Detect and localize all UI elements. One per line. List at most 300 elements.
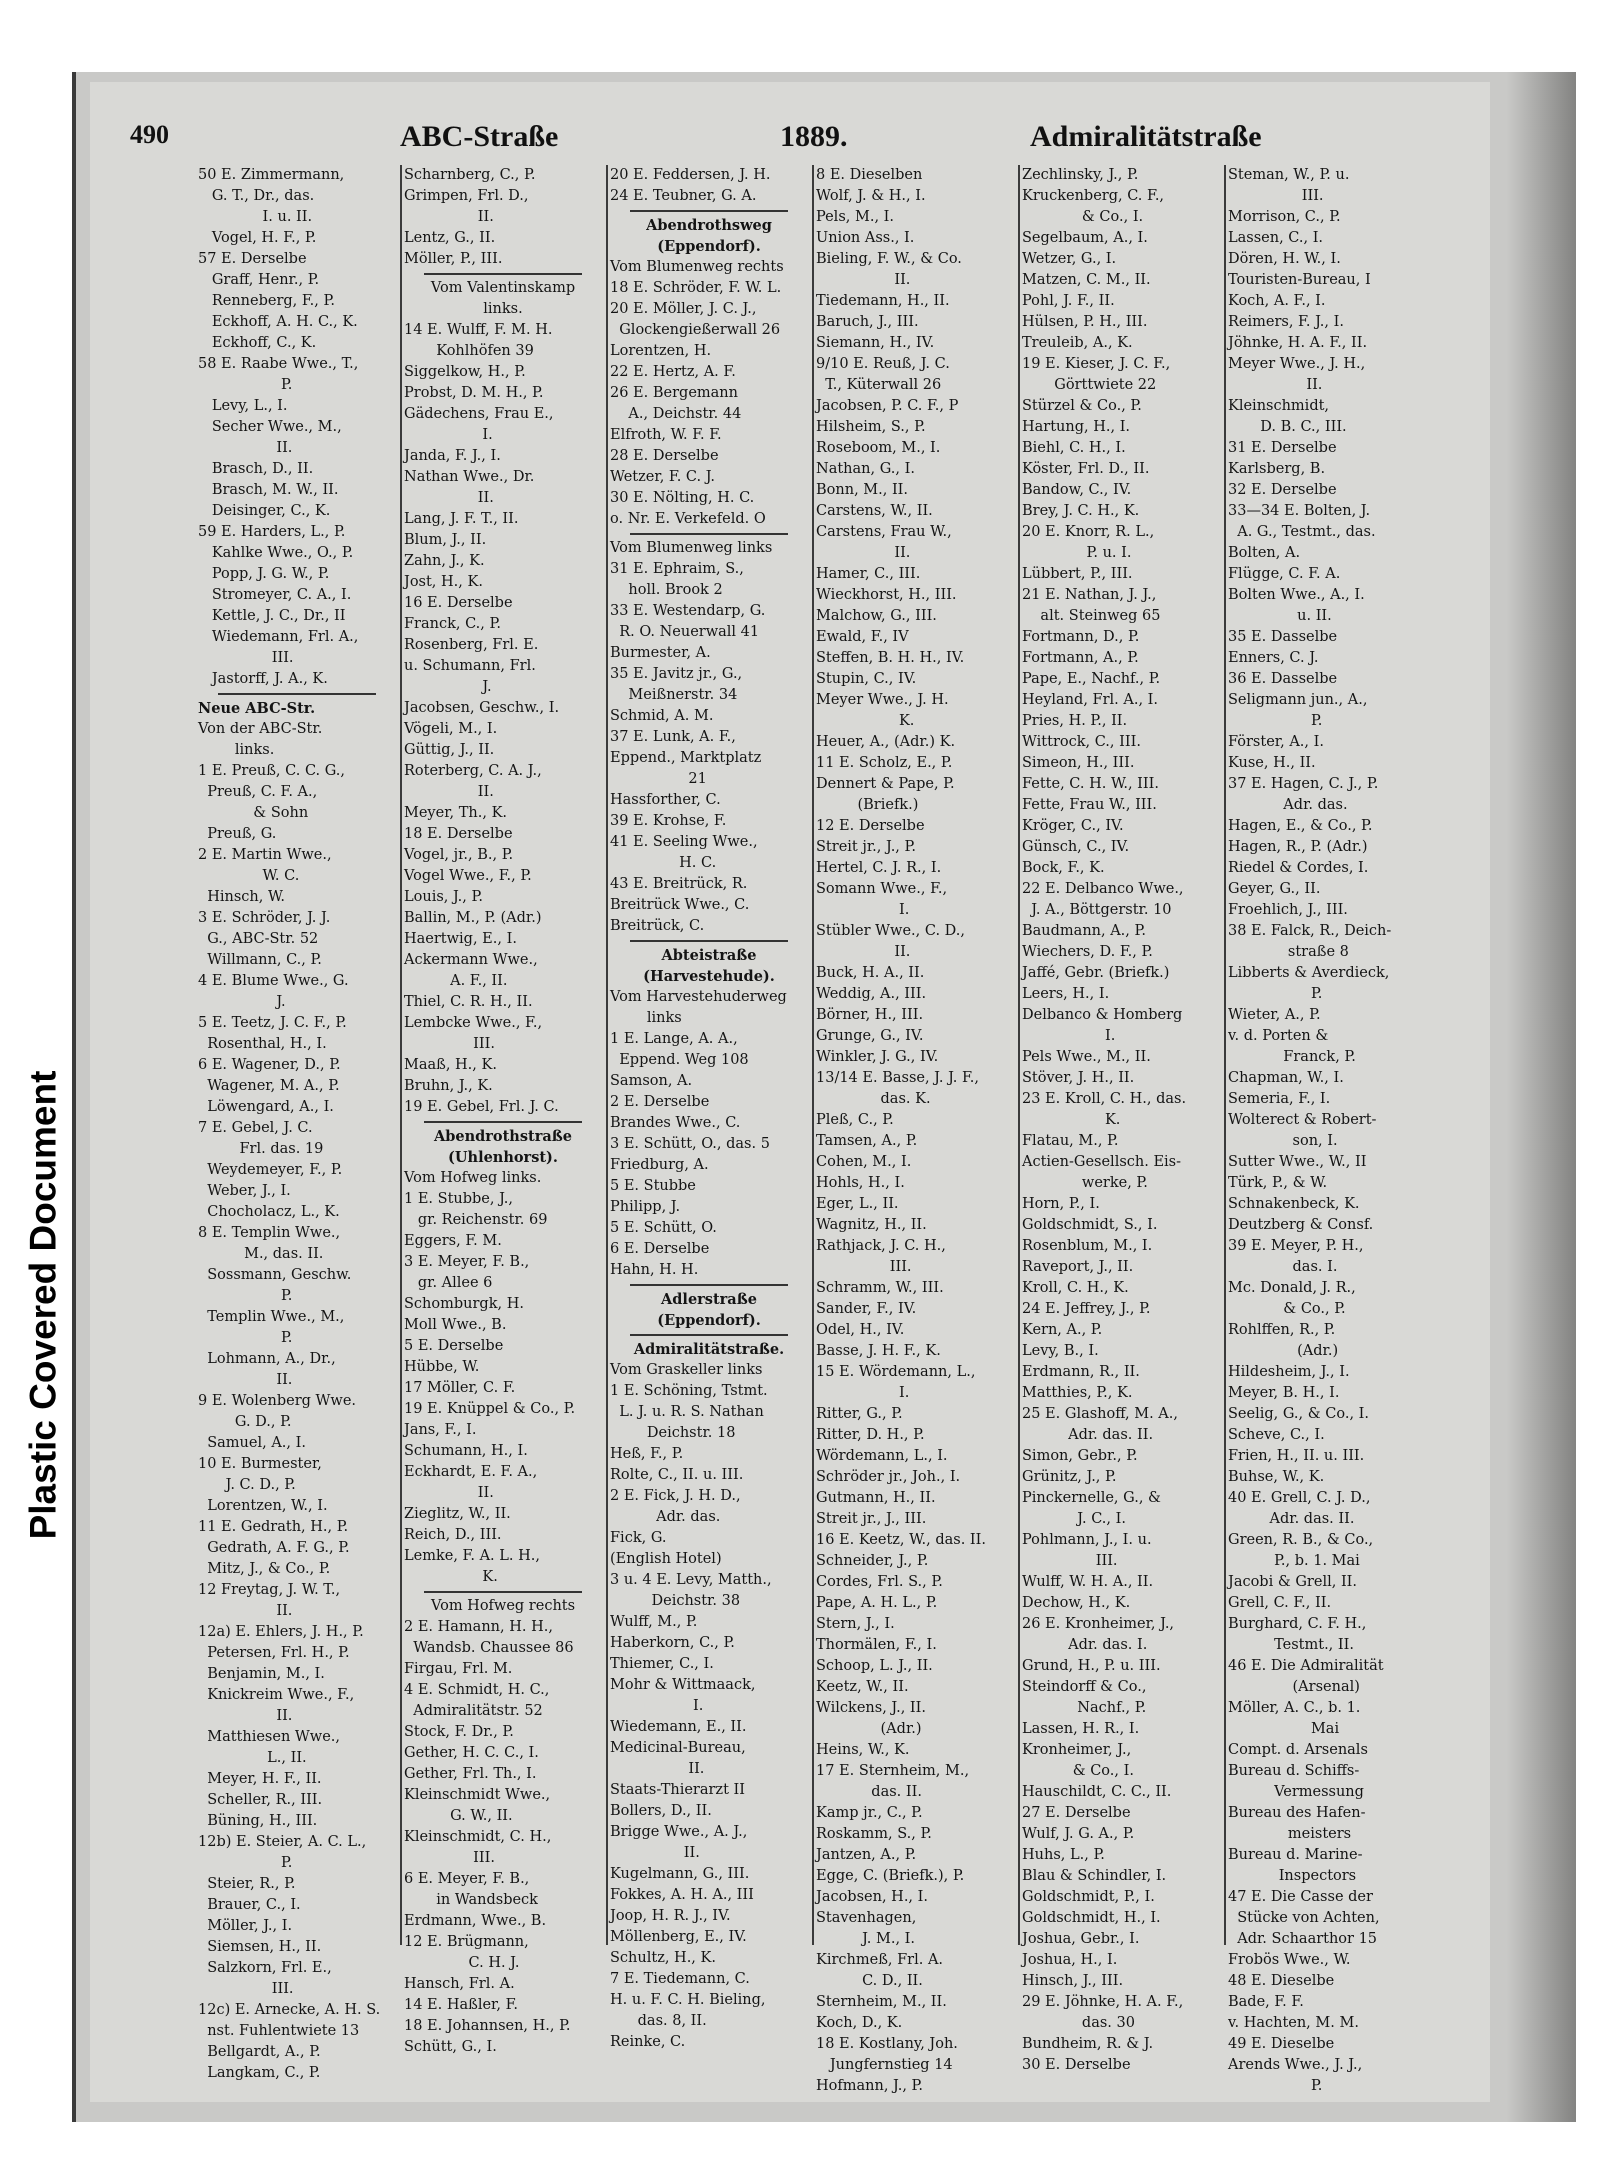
directory-entry: 22 E. Hertz, A. F. — [610, 364, 736, 380]
directory-entry: Nathan, G., I. — [816, 461, 915, 477]
directory-entry: Graff, Henr., P. — [198, 272, 320, 288]
directory-entry: Vögeli, M., I. — [404, 721, 498, 737]
directory-entry: Kroll, C. H., K. — [1022, 1280, 1129, 1296]
directory-entry: Treuleib, A., K. — [1022, 335, 1133, 351]
directory-entry: Günsch, C., IV. — [1022, 839, 1130, 855]
directory-entry: Meyer Wwe., J. H., — [1228, 356, 1366, 372]
directory-entry: Keetz, W., II. — [816, 1679, 909, 1695]
street-heading: Abendrothsweg — [646, 217, 772, 234]
directory-entry: 2 E. Fick, J. H. D., — [610, 1488, 741, 1504]
directory-entry: Renneberg, F., P. — [198, 293, 335, 309]
directory-entry: 24 E. Teubner, G. A. — [610, 188, 757, 204]
directory-entry: III. — [816, 1259, 912, 1275]
directory-entry: Elfroth, W. F. F. — [610, 427, 722, 443]
directory-entry: (Arsenal) — [1228, 1679, 1360, 1695]
directory-entry: 35 E. Javitz jr., G., — [610, 666, 743, 682]
directory-entry: P. — [1228, 2078, 1323, 2094]
directory-entry: 1 E. Stubbe, J., — [404, 1191, 514, 1207]
directory-entry: Stock, F. Dr., P. — [404, 1724, 514, 1740]
directory-entry: Sternheim, M., II. — [816, 1994, 947, 2010]
directory-entry: Jacobi & Grell, II. — [1228, 1574, 1358, 1590]
directory-entry: Matthies, P., K. — [1022, 1385, 1133, 1401]
directory-entry: Breitrück, C. — [610, 918, 705, 934]
directory-entry: 16 E. Derselbe — [404, 595, 513, 611]
directory-entry: Schütt, G., I. — [404, 2039, 497, 2055]
directory-entry: Cohen, M., I. — [816, 1154, 912, 1170]
directory-entry: Eggers, F. M. — [404, 1233, 502, 1249]
directory-entry: Jans, F., I. — [404, 1422, 477, 1438]
directory-entry: Biehl, C. H., I. — [1022, 440, 1126, 456]
directory-entry: III. — [404, 1036, 495, 1052]
directory-entry: Gedrath, A. F. G., P. — [198, 1540, 350, 1556]
directory-entry: Mitz, J., & Co., P. — [198, 1561, 331, 1577]
street-heading: (Uhlenhorst). — [448, 1149, 558, 1166]
directory-entry: Adr. das. — [1228, 797, 1348, 813]
directory-entry: A. G., Testmt., das. — [1228, 524, 1376, 540]
directory-entry: Petersen, Frl. H., P. — [198, 1645, 350, 1661]
directory-entry: Vom Blumenweg rechts — [610, 259, 784, 275]
directory-entry: Blau & Schindler, I. — [1022, 1868, 1167, 1884]
directory-entry: Weber, J., I. — [198, 1183, 291, 1199]
directory-entry: Görttwiete 22 — [1022, 377, 1157, 393]
directory-entry: Siemsen, H., II. — [198, 1939, 322, 1955]
directory-entry: 17 E. Sternheim, M., — [816, 1763, 970, 1779]
directory-entry: & Co., I. — [1022, 1763, 1134, 1779]
directory-entry: Buck, H. A., II. — [816, 965, 925, 981]
directory-entry: Schramm, W., III. — [816, 1280, 944, 1296]
directory-entry: 7 E. Tiedemann, C. — [610, 1971, 750, 1987]
directory-entry: K. — [816, 713, 915, 729]
directory-entry: Eckhoff, C., K. — [198, 335, 317, 351]
directory-entry: J. — [404, 679, 492, 695]
directory-entry: Adr. das. II. — [1022, 1427, 1154, 1443]
directory-entry: Raveport, J., II. — [1022, 1259, 1134, 1275]
directory-column-2 — [404, 165, 602, 2055]
directory-entry: Fette, C. H. W., III. — [1022, 776, 1159, 792]
directory-entry: Pels Wwe., M., II. — [1022, 1049, 1151, 1065]
directory-entry: P. — [198, 1288, 293, 1304]
directory-entry: Schröder jr., Joh., I. — [816, 1469, 961, 1485]
directory-entry: Nachf., P. — [1022, 1700, 1147, 1716]
directory-entry: das. II. — [816, 1784, 922, 1800]
directory-entry: Simon, Gebr., P. — [1022, 1448, 1138, 1464]
directory-entry: Leers, H., I. — [1022, 986, 1110, 1002]
directory-entry: 32 E. Derselbe — [1228, 482, 1337, 498]
directory-entry: 20 E. Möller, J. C. J., — [610, 301, 757, 317]
directory-entry: Simeon, H., III. — [1022, 755, 1135, 771]
section-divider — [630, 533, 788, 535]
directory-entry: Huhs, L., P. — [1022, 1847, 1105, 1863]
directory-entry: I. — [816, 902, 910, 918]
directory-entry: 8 E. Dieselben — [816, 167, 923, 183]
directory-entry: Wördemann, L., I. — [816, 1448, 948, 1464]
directory-entry: 30 E. Derselbe — [1022, 2057, 1131, 2073]
directory-entry: Wagener, M. A., P. — [198, 1078, 340, 1094]
directory-entry: Bock, F., K. — [1022, 860, 1105, 876]
directory-entry: Samson, A. — [610, 1073, 693, 1089]
directory-entry: Chapman, W., I. — [1228, 1070, 1344, 1086]
directory-entry: Grünitz, J., P. — [1022, 1469, 1117, 1485]
directory-entry: Tiedemann, H., II. — [816, 293, 950, 309]
directory-entry: Streit jr., J., III. — [816, 1511, 927, 1527]
directory-entry: Grund, H., P. u. III. — [1022, 1658, 1161, 1674]
directory-entry: Meyer, H. F., II. — [198, 1771, 322, 1787]
side-label — [8, 1025, 78, 1585]
directory-entry: werke, P. — [1022, 1175, 1148, 1191]
directory-entry: 31 E. Derselbe — [1228, 440, 1337, 456]
directory-entry: J. M., I. — [816, 1931, 916, 1947]
directory-entry: P. u. I. — [1022, 545, 1132, 561]
directory-entry: Delbanco & Homberg — [1022, 1007, 1183, 1023]
directory-entry: 30 E. Nölting, H. C. — [610, 490, 755, 506]
directory-entry: Inspectors — [1228, 1868, 1357, 1884]
column-rule — [1018, 165, 1020, 1945]
directory-entry: Pleß, C., P. — [816, 1112, 894, 1128]
directory-entry: Gether, Frl. Th., I. — [404, 1766, 537, 1782]
directory-entry: Gädechens, Frau E., — [404, 406, 554, 422]
directory-entry: C. D., II. — [816, 1973, 923, 1989]
directory-entry: u. II. — [1228, 608, 1332, 624]
directory-entry: Lembcke Wwe., F., — [404, 1015, 543, 1031]
directory-entry: 33 E. Westendarp, G. — [610, 603, 766, 619]
directory-entry: II. — [198, 1708, 293, 1724]
page-number: 490 — [130, 120, 169, 149]
directory-entry: Kuse, H., II. — [1228, 755, 1316, 771]
directory-entry: Grimpen, Frl. D., — [404, 188, 529, 204]
directory-entry: Vogel, H. F., P. — [198, 230, 317, 246]
directory-entry: Vom Valentinskamp — [430, 280, 576, 296]
directory-entry: 8 E. Templin Wwe., — [198, 1225, 341, 1241]
directory-entry: 9/10 E. Reuß, J. C. — [816, 356, 950, 372]
header-year: 1889. — [780, 120, 848, 153]
directory-entry: Jaffé, Gebr. (Briefk.) — [1022, 965, 1170, 981]
directory-entry: I. — [610, 1698, 704, 1714]
directory-entry: Vermessung — [1228, 1784, 1364, 1800]
directory-entry: 6 E. Meyer, F. B., — [404, 1871, 530, 1887]
directory-entry: Compt. d. Arsenals — [1228, 1742, 1368, 1758]
directory-entry: Wetzer, F. C. J. — [610, 469, 716, 485]
directory-entry: Koch, A. F., I. — [1228, 293, 1326, 309]
directory-entry: Seligmann jun., A., — [1228, 692, 1368, 708]
directory-entry: Morrison, C., P. — [1228, 209, 1341, 225]
directory-entry: das. K. — [816, 1091, 931, 1107]
directory-entry: Stücke von Achten, — [1228, 1910, 1380, 1926]
directory-entry: Hamer, C., III. — [816, 566, 921, 582]
directory-entry: Schultz, H., K. — [610, 1950, 716, 1966]
directory-entry: Matzen, C. M., II. — [1022, 272, 1151, 288]
directory-entry: & Sohn — [198, 805, 309, 821]
directory-entry: Fick, G. — [610, 1530, 667, 1546]
directory-entry: Jastorff, J. A., K. — [198, 671, 328, 687]
directory-entry: 4 E. Schmidt, H. C., — [404, 1682, 550, 1698]
directory-entry: Breitrück Wwe., C. — [610, 897, 750, 913]
directory-entry: Wetzer, G., I. — [1022, 251, 1117, 267]
directory-entry: 3 E. Schröder, J. J. — [198, 910, 331, 926]
directory-entry: Knickreim Wwe., F., — [198, 1687, 355, 1703]
directory-entry: 39 E. Meyer, P. H., — [1228, 1238, 1364, 1254]
directory-entry: Joshua, Gebr., I. — [1022, 1931, 1140, 1947]
directory-entry: Wulff, M., P. — [610, 1614, 698, 1630]
directory-entry: Gether, H. C. C., I. — [404, 1745, 539, 1761]
directory-entry: II. — [198, 440, 293, 456]
directory-entry: Geyer, G., II. — [1228, 881, 1321, 897]
directory-entry: Pohlmann, J., I. u. — [1022, 1532, 1152, 1548]
directory-entry: Erdmann, Wwe., B. — [404, 1913, 547, 1929]
directory-entry: Hansch, Frl. A. — [404, 1976, 515, 1992]
directory-entry: II. — [816, 272, 911, 288]
directory-column-1 — [198, 165, 396, 2081]
directory-entry: Bruhn, J., K. — [404, 1078, 493, 1094]
directory-entry: II. — [816, 944, 911, 960]
directory-entry: Hauschildt, C. C., II. — [1022, 1784, 1172, 1800]
directory-entry: Stöver, J. H., II. — [1022, 1070, 1135, 1086]
directory-entry: Kruckenberg, C. F., — [1022, 188, 1165, 204]
directory-entry: Sander, F., IV. — [816, 1301, 917, 1317]
directory-entry: Bieling, F. W., & Co. — [816, 251, 962, 267]
directory-entry: Lübbert, P., III. — [1022, 566, 1133, 582]
directory-entry: Hagen, E., & Co., P. — [1228, 818, 1373, 834]
section-divider — [424, 1121, 582, 1123]
street-heading: Adlerstraße — [661, 1291, 757, 1308]
section-divider — [218, 693, 376, 695]
directory-entry: P. — [1228, 713, 1323, 729]
directory-entry: 12b) E. Steier, A. C. L., — [198, 1834, 367, 1850]
directory-entry: Basse, J. H. F., K. — [816, 1343, 941, 1359]
directory-entry: Pape, E., Nachf., P. — [1022, 671, 1161, 687]
directory-entry: Baudmann, A., P. — [1022, 923, 1146, 939]
directory-entry: & Co., I. — [1022, 209, 1144, 225]
directory-entry: Möller, J., I. — [198, 1918, 293, 1934]
directory-entry: M., das. II. — [198, 1246, 324, 1262]
directory-entry: Rosenthal, H., I. — [198, 1036, 327, 1052]
directory-entry: II. — [610, 1845, 700, 1861]
directory-entry: G., ABC-Str. 52 — [198, 931, 319, 947]
directory-entry: Siggelkow, H., P. — [404, 364, 526, 380]
directory-entry: Vom Blumenweg links — [610, 540, 773, 556]
directory-entry: Mai — [1228, 1721, 1340, 1737]
directory-column-6 — [1228, 165, 1426, 2094]
directory-entry: 21 — [610, 771, 707, 787]
directory-entry: Arends Wwe., J. J., — [1228, 2057, 1363, 2073]
directory-entry: Hinsch, J., III. — [1022, 1973, 1124, 1989]
directory-entry: gr. Allee 6 — [404, 1275, 493, 1291]
directory-entry: Eckhardt, E. F. A., — [404, 1464, 538, 1480]
directory-entry: A. F., II. — [404, 973, 508, 989]
directory-entry: 5 E. Derselbe — [404, 1338, 504, 1354]
directory-entry: P. — [198, 1330, 293, 1346]
directory-entry: 11 E. Gedrath, H., P. — [198, 1519, 349, 1535]
directory-entry: 49 E. Dieselbe — [1228, 2036, 1335, 2052]
directory-entry: Kröger, C., IV. — [1022, 818, 1124, 834]
directory-entry: 17 Möller, C. F. — [404, 1380, 516, 1396]
directory-entry: Seelig, G., & Co., I. — [1228, 1406, 1370, 1422]
directory-entry: links. — [483, 301, 523, 317]
directory-entry: 59 E. Harders, L., P. — [198, 524, 346, 540]
directory-entry: Hilsheim, S., P. — [816, 419, 926, 435]
directory-entry: Hinsch, W. — [198, 889, 285, 905]
directory-entry: Jungfernstieg 14 — [816, 2057, 953, 2073]
directory-entry: 19 E. Gebel, Frl. J. C. — [404, 1099, 559, 1115]
directory-entry: 1 E. Schöning, Tstmt. — [610, 1383, 768, 1399]
directory-entry: I. — [816, 1385, 910, 1401]
directory-entry: 4 E. Blume Wwe., G. — [198, 973, 349, 989]
directory-entry: Levy, L., I. — [198, 398, 288, 414]
directory-entry: Eppend. Weg 108 — [610, 1052, 749, 1068]
directory-entry: 7 E. Gebel, J. C. — [198, 1120, 313, 1136]
directory-entry: Actien-Gesellsch. Eis- — [1022, 1154, 1182, 1170]
directory-entry: 12c) E. Arnecke, A. H. S. — [198, 2002, 381, 2018]
directory-entry: A., Deichstr. 44 — [610, 406, 742, 422]
directory-entry: Rosenblum, M., I. — [1022, 1238, 1153, 1254]
directory-entry: Mc. Donald, J. R., — [1228, 1280, 1356, 1296]
directory-entry: P. — [1228, 986, 1323, 1002]
directory-entry: Frobös Wwe., W. — [1228, 1952, 1351, 1968]
directory-entry: Bureau d. Schiffs- — [1228, 1763, 1360, 1779]
directory-entry: Goldschmidt, S., I. — [1022, 1217, 1158, 1233]
directory-entry: 37 E. Lunk, A. F., — [610, 729, 736, 745]
directory-entry: Flatau, M., P. — [1022, 1133, 1119, 1149]
directory-entry: meisters — [1228, 1826, 1352, 1842]
directory-entry: 19 E. Kieser, J. C. F., — [1022, 356, 1171, 372]
directory-entry: Scheller, R., III. — [198, 1792, 323, 1808]
directory-entry: Winkler, J. G., IV. — [816, 1049, 939, 1065]
directory-entry: Koch, D., K. — [816, 2015, 903, 2031]
directory-entry: II. — [198, 1603, 293, 1619]
directory-entry: Roseboom, M., I. — [816, 440, 941, 456]
directory-entry: II. — [816, 545, 911, 561]
directory-entry: Fette, Frau W., III. — [1022, 797, 1157, 813]
directory-entry: Odel, H., IV. — [816, 1322, 905, 1338]
directory-entry: 37 E. Hagen, C. J., P. — [1228, 776, 1379, 792]
directory-entry: Wieckhorst, H., III. — [816, 587, 957, 603]
directory-entry: 3 E. Meyer, F. B., — [404, 1254, 530, 1270]
directory-entry: Deichstr. 38 — [610, 1593, 741, 1609]
directory-entry: alt. Steinweg 65 — [1022, 608, 1161, 624]
directory-entry: Möllenberg, E., IV. — [610, 1929, 747, 1945]
directory-entry: Hassforther, C. — [610, 792, 721, 808]
directory-entry: Köster, Frl. D., II. — [1022, 461, 1150, 477]
directory-entry: (English Hotel) — [610, 1551, 722, 1567]
section-divider — [630, 940, 788, 942]
directory-entry: Neue ABC-Str. — [198, 700, 316, 717]
directory-entry: son, I. — [1228, 1133, 1338, 1149]
directory-entry: Karlsberg, B. — [1228, 461, 1326, 477]
directory-entry: Bolten, A. — [1228, 545, 1301, 561]
directory-entry: Schoop, L. J., II. — [816, 1658, 933, 1674]
directory-entry: Grell, C. F., II. — [1228, 1595, 1332, 1611]
directory-entry: J. — [198, 994, 286, 1010]
directory-entry: 22 E. Delbanco Wwe., — [1022, 881, 1184, 897]
directory-entry: Deisinger, C., K. — [198, 503, 331, 519]
directory-entry: 20 E. Feddersen, J. H. — [610, 167, 771, 183]
directory-entry: v. d. Porten & — [1228, 1028, 1329, 1044]
directory-entry: Salzkorn, Frl. E., — [198, 1960, 332, 1976]
directory-entry: Mohr & Wittmaack, — [610, 1677, 756, 1693]
directory-entry: III. — [198, 650, 294, 666]
directory-entry: Dechow, H., K. — [1022, 1595, 1131, 1611]
directory-entry: Scheve, C., I. — [1228, 1427, 1325, 1443]
directory-entry: Vogel, jr., B., P. — [404, 847, 514, 863]
directory-entry: Steffen, B. H. H., IV. — [816, 650, 965, 666]
directory-entry: Burmester, A. — [610, 645, 711, 661]
directory-entry: H. u. F. C. H. Bieling, — [610, 1992, 766, 2008]
directory-entry: 33—34 E. Bolten, J. — [1228, 503, 1371, 519]
directory-entry: Türk, P., & W. — [1228, 1175, 1328, 1191]
directory-entry: 24 E. Jeffrey, J., P. — [1022, 1301, 1151, 1317]
directory-entry: P. — [198, 377, 293, 393]
directory-entry: Eckhoff, A. H. C., K. — [198, 314, 358, 330]
directory-entry: Kugelmann, G., III. — [610, 1866, 750, 1882]
directory-entry: Steier, R., P. — [198, 1876, 296, 1892]
directory-entry: Hofmann, J., P. — [816, 2078, 923, 2094]
directory-entry: J. A., Böttgerstr. 10 — [1022, 902, 1172, 918]
directory-entry: III. — [404, 1850, 495, 1866]
directory-entry: Meyer, B. H., I. — [1228, 1385, 1340, 1401]
section-divider — [630, 1334, 788, 1336]
directory-entry: Pels, M., I. — [816, 209, 894, 225]
directory-entry: Fortmann, A., P. — [1022, 650, 1139, 666]
directory-entry: Lang, J. F. T., II. — [404, 511, 519, 527]
directory-column-4 — [816, 165, 1014, 2094]
directory-entry: 47 E. Die Casse der — [1228, 1889, 1373, 1905]
directory-entry: Brasch, D., II. — [198, 461, 314, 477]
directory-entry: Somann Wwe., F., — [816, 881, 948, 897]
directory-entry: Heß, F., P. — [610, 1446, 684, 1462]
directory-entry: Rolte, C., II. u. III. — [610, 1467, 744, 1483]
directory-entry: G. D., P. — [198, 1414, 292, 1430]
directory-entry: Börner, H., III. — [816, 1007, 924, 1023]
column-rule — [812, 165, 814, 1945]
street-heading: Abendrothstraße — [434, 1128, 572, 1145]
directory-entry: 38 E. Falck, R., Deich- — [1228, 923, 1392, 939]
directory-entry: Rosenberg, Frl. E. — [404, 637, 539, 653]
directory-entry: Nathan Wwe., Dr. — [404, 469, 535, 485]
directory-entry: Reimers, F. J., I. — [1228, 314, 1344, 330]
directory-entry: Brigge Wwe., A. J., — [610, 1824, 748, 1840]
directory-entry: Steman, W., P. u. — [1228, 167, 1350, 183]
directory-entry: Roskamm, S., P. — [816, 1826, 932, 1842]
directory-entry: Stübler Wwe., C. D., — [816, 923, 965, 939]
directory-entry: 23 E. Kroll, C. H., das. — [1022, 1091, 1187, 1107]
directory-entry: Philipp, J. — [610, 1199, 681, 1215]
directory-entry: 36 E. Dasselbe — [1228, 671, 1338, 687]
directory-entry: Kirchmeß, Frl. A. — [816, 1952, 944, 1968]
directory-entry: Bureau d. Marine- — [1228, 1847, 1363, 1863]
directory-entry: II. — [404, 784, 494, 800]
directory-entry: 39 E. Krohse, F. — [610, 813, 727, 829]
directory-entry: Kleinschmidt, — [1228, 398, 1330, 414]
directory-entry: Meyer Wwe., J. H. — [816, 692, 949, 708]
directory-entry: Stürzel & Co., P. — [1022, 398, 1142, 414]
street-heading: (Eppendorf). — [657, 1312, 761, 1329]
directory-entry: 18 E. Johannsen, H., P. — [404, 2018, 571, 2034]
directory-entry: Ewald, F., IV — [816, 629, 909, 645]
directory-entry: Schumann, H., I. — [404, 1443, 528, 1459]
directory-entry: Ballin, M., P. (Adr.) — [404, 910, 542, 926]
directory-entry: Hartung, H., I. — [1022, 419, 1131, 435]
directory-entry: Hübbe, W. — [404, 1359, 480, 1375]
directory-entry: Deutzberg & Consf. — [1228, 1217, 1374, 1233]
directory-entry: Riedel & Cordes, I. — [1228, 860, 1369, 876]
directory-entry: Enners, C. J. — [1228, 650, 1319, 666]
directory-entry: 27 E. Derselbe — [1022, 1805, 1131, 1821]
directory-entry: Kleinschmidt, C. H., — [404, 1829, 552, 1845]
directory-entry: Chocholacz, L., K. — [198, 1204, 340, 1220]
directory-entry: o. Nr. E. Verkefeld. O — [610, 511, 766, 527]
directory-entry: Erdmann, R., II. — [1022, 1364, 1140, 1380]
directory-entry: Pape, A. H. L., P. — [816, 1595, 938, 1611]
directory-entry: Zahn, J., K. — [404, 553, 485, 569]
